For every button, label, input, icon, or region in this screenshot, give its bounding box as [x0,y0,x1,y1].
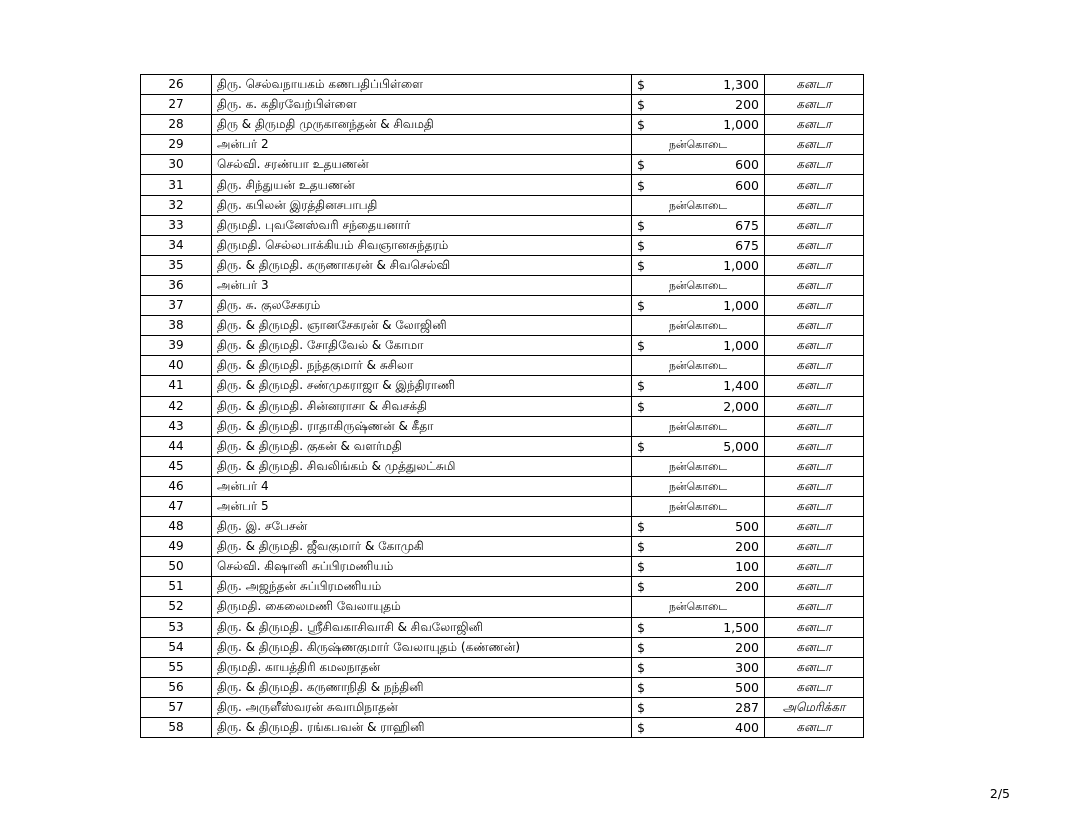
currency-symbol: $ [637,117,645,133]
currency-symbol: $ [637,378,645,394]
amount-value: 400 [735,720,759,736]
amount-value: 500 [735,679,759,695]
donation-pledge: நன்கொடை [632,416,765,436]
donation-amount [632,175,765,195]
donor-country: கனடா [765,396,864,416]
amount-value: 200 [735,97,759,113]
table-row [141,356,864,376]
table-row [141,195,864,215]
row-number: 32 [141,195,212,215]
amount-value: 600 [735,157,759,173]
row-number: 36 [141,275,212,295]
table-row [141,677,864,697]
row-number: 47 [141,496,212,516]
amount-value: 5,000 [723,438,759,454]
row-number: 29 [141,135,212,155]
table-row [141,456,864,476]
donor-country: கனடா [765,155,864,175]
currency-symbol: $ [637,298,645,314]
donor-name: திரு. & திருமதி. ஜீவகுமார் & கோமுகி [212,537,632,557]
donor-name: திரு. இ. சபேசன் [212,517,632,537]
table-row [141,537,864,557]
donor-name: திரு. & திருமதி. கருணாகரன் & சிவசெல்வி [212,255,632,275]
donation-amount [632,637,765,657]
donation-amount [632,336,765,356]
amount-value: 287 [735,699,759,715]
donation-amount [632,155,765,175]
donor-country: கனடா [765,577,864,597]
donor-name: திரு. & திருமதி. சின்னராசா & சிவசக்தி [212,396,632,416]
donor-name: திரு. & திருமதி. ராதாகிருஷ்ணன் & கீதா [212,416,632,436]
amount-value: 600 [735,177,759,193]
donation-amount [632,396,765,416]
donor-country: கனடா [765,537,864,557]
table-row [141,718,864,738]
currency-symbol: $ [637,519,645,535]
currency-symbol: $ [637,639,645,655]
donation-pledge: நன்கொடை [632,496,765,516]
donation-amount [632,255,765,275]
donor-country: கனடா [765,376,864,396]
currency-symbol: $ [637,619,645,635]
donation-pledge: நன்கொடை [632,356,765,376]
table-row [141,637,864,657]
table-row [141,617,864,637]
donation-pledge: நன்கொடை [632,135,765,155]
donor-country: கனடா [765,95,864,115]
row-number: 46 [141,476,212,496]
donation-amount [632,296,765,316]
row-number: 27 [141,95,212,115]
row-number: 58 [141,718,212,738]
currency-symbol: $ [637,679,645,695]
donor-country: கனடா [765,316,864,336]
table-row [141,255,864,275]
table-row [141,275,864,295]
donor-country: கனடா [765,356,864,376]
donation-pledge: நன்கொடை [632,476,765,496]
donor-country: கனடா [765,115,864,135]
donation-amount [632,376,765,396]
donor-country: கனடா [765,637,864,657]
donor-country: கனடா [765,617,864,637]
row-number: 39 [141,336,212,356]
donor-country: கனடா [765,75,864,95]
currency-symbol: $ [637,338,645,354]
table-row [141,316,864,336]
donor-country: கனடா [765,657,864,677]
table-row [141,597,864,617]
amount-value: 2,000 [723,398,759,414]
currency-symbol: $ [637,77,645,93]
row-number: 30 [141,155,212,175]
donor-country: கனடா [765,336,864,356]
currency-symbol: $ [637,157,645,173]
page-number: 2/5 [989,786,1010,801]
row-number: 40 [141,356,212,376]
table-row [141,557,864,577]
donation-amount [632,697,765,717]
table-row [141,416,864,436]
row-number: 57 [141,697,212,717]
row-number: 51 [141,577,212,597]
donor-name: செல்வி. சரண்யா உதயணன் [212,155,632,175]
table-row [141,436,864,456]
table-row [141,577,864,597]
donor-country: கனடா [765,517,864,537]
row-number: 50 [141,557,212,577]
row-number: 55 [141,657,212,677]
donor-name: திரு. & திருமதி. ரங்கபவன் & ராஹினி [212,718,632,738]
row-number: 34 [141,235,212,255]
table-row [141,215,864,235]
donor-country: அமெரிக்கா [765,697,864,717]
donation-amount [632,677,765,697]
row-number: 26 [141,75,212,95]
donor-name: திரு. க. கதிரவேற்பிள்ளை [212,95,632,115]
amount-value: 1,500 [723,619,759,635]
row-number: 35 [141,255,212,275]
amount-value: 1,300 [723,77,759,93]
donation-amount [632,657,765,677]
currency-symbol: $ [637,257,645,273]
donor-country: கனடா [765,215,864,235]
donation-amount [632,617,765,637]
amount-value: 1,000 [723,298,759,314]
donor-name: திரு. செல்வநாயகம் கணபதிப்பிள்ளை [212,75,632,95]
row-number: 38 [141,316,212,336]
table-row [141,376,864,396]
donor-name: திரு. கபிலன் இரத்தினசபாபதி [212,195,632,215]
amount-value: 675 [735,217,759,233]
donor-country: கனடா [765,718,864,738]
donation-amount [632,436,765,456]
row-number: 28 [141,115,212,135]
row-number: 53 [141,617,212,637]
donor-name: திரு. & திருமதி. ஸ்ரீசிவகாசிவாசி & சிவலோஜினி [212,617,632,637]
row-number: 43 [141,416,212,436]
donor-country: கனடா [765,175,864,195]
row-number: 45 [141,456,212,476]
currency-symbol: $ [637,398,645,414]
donor-country: கனடா [765,255,864,275]
donor-name: திரு. & திருமதி. கிருஷ்ணகுமார் வேலாயுதம் (கண்ணன்) [212,637,632,657]
amount-value: 1,000 [723,338,759,354]
amount-value: 200 [735,639,759,655]
donation-amount [632,557,765,577]
donor-country: கனடா [765,597,864,617]
donor-name: திரு. சிந்துயன் உதயணன் [212,175,632,195]
donor-name: திரு. அஜந்தன் சுப்பிரமணியம் [212,577,632,597]
donor-name: திருமதி. கைலைமணி வேலாயுதம் [212,597,632,617]
donor-table-body [141,75,864,738]
table-row [141,115,864,135]
amount-value: 1,400 [723,378,759,394]
table-row [141,336,864,356]
donation-amount [632,235,765,255]
table-row [141,476,864,496]
table-row [141,697,864,717]
row-number: 44 [141,436,212,456]
donor-name: அன்பர் 4 [212,476,632,496]
amount-value: 300 [735,659,759,675]
donation-pledge: நன்கொடை [632,275,765,295]
table-row [141,517,864,537]
donor-country: கனடா [765,456,864,476]
row-number: 41 [141,376,212,396]
donor-country: கனடா [765,496,864,516]
row-number: 37 [141,296,212,316]
currency-symbol: $ [637,699,645,715]
currency-symbol: $ [637,237,645,253]
donation-amount [632,95,765,115]
donation-pledge: நன்கொடை [632,195,765,215]
amount-value: 500 [735,519,759,535]
donor-country: கனடா [765,135,864,155]
table-row [141,155,864,175]
donor-country: கனடா [765,416,864,436]
donor-name: திரு. & திருமதி. ஞானசேகரன் & லோஜினி [212,316,632,336]
donor-name: அன்பர் 5 [212,496,632,516]
donor-name: செல்வி. கிஷானி சுப்பிரமணியம் [212,557,632,577]
donor-name: திரு. அருளீஸ்வரன் சுவாமிநாதன் [212,697,632,717]
row-number: 31 [141,175,212,195]
donation-amount [632,115,765,135]
donor-country: கனடா [765,476,864,496]
donation-amount [632,537,765,557]
donation-amount [632,215,765,235]
donor-name: திருமதி. செல்லபாக்கியம் சிவஞானசுந்தரம் [212,235,632,255]
donor-name: அன்பர் 3 [212,275,632,295]
currency-symbol: $ [637,438,645,454]
donation-pledge: நன்கொடை [632,456,765,476]
row-number: 56 [141,677,212,697]
donor-country: கனடா [765,557,864,577]
table-row [141,75,864,95]
row-number: 54 [141,637,212,657]
donor-name: திரு. & திருமதி. கருணாநிதி & நந்தினி [212,677,632,697]
row-number: 33 [141,215,212,235]
amount-value: 100 [735,559,759,575]
currency-symbol: $ [637,720,645,736]
donor-name: திரு. & திருமதி. சண்முகராஜா & இந்திராணி [212,376,632,396]
currency-symbol: $ [637,559,645,575]
donor-name: திரு. & திருமதி. குகன் & வளர்மதி [212,436,632,456]
donation-amount [632,517,765,537]
donor-country: கனடா [765,296,864,316]
table-row [141,135,864,155]
table-row [141,296,864,316]
donation-amount [632,718,765,738]
amount-value: 1,000 [723,117,759,133]
table-row [141,235,864,255]
donor-country: கனடா [765,275,864,295]
donation-pledge: நன்கொடை [632,597,765,617]
currency-symbol: $ [637,539,645,555]
donor-country: கனடா [765,235,864,255]
donor-table [140,74,864,738]
donor-name: திருமதி. காயத்திரி கமலநாதன் [212,657,632,677]
currency-symbol: $ [637,217,645,233]
donor-name: திரு. & திருமதி. நந்தகுமார் & சுசிலா [212,356,632,376]
row-number: 52 [141,597,212,617]
donor-country: கனடா [765,195,864,215]
table-row [141,496,864,516]
donor-country: கனடா [765,677,864,697]
donation-amount [632,75,765,95]
currency-symbol: $ [637,97,645,113]
donor-name: திருமதி. புவனேஸ்வரி சந்தையனார் [212,215,632,235]
currency-symbol: $ [637,579,645,595]
amount-value: 200 [735,539,759,555]
donation-amount [632,577,765,597]
table-row [141,657,864,677]
row-number: 48 [141,517,212,537]
donation-pledge: நன்கொடை [632,316,765,336]
donor-name: திரு. & திருமதி. சிவலிங்கம் & முத்துலட்சுமி [212,456,632,476]
amount-value: 675 [735,237,759,253]
table-row [141,175,864,195]
donor-country: கனடா [765,436,864,456]
amount-value: 200 [735,579,759,595]
table-row [141,396,864,416]
donor-name: அன்பர் 2 [212,135,632,155]
donor-name: திரு. சு. குலசேகரம் [212,296,632,316]
row-number: 42 [141,396,212,416]
donor-name: திரு. & திருமதி. சோதிவேல் & கோமா [212,336,632,356]
amount-value: 1,000 [723,257,759,273]
table-row [141,95,864,115]
row-number: 49 [141,537,212,557]
donor-name: திரு & திருமதி முருகானந்தன் & சிவமதி [212,115,632,135]
currency-symbol: $ [637,177,645,193]
currency-symbol: $ [637,659,645,675]
